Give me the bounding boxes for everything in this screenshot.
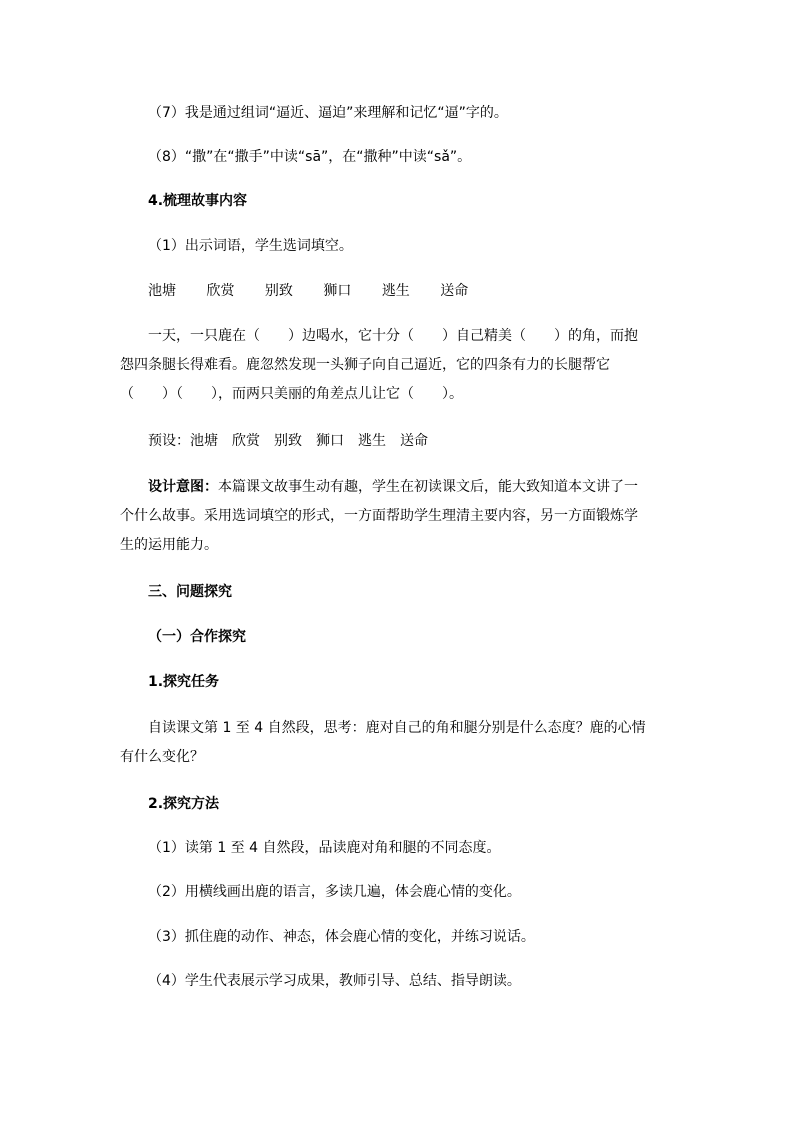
design-intent-label: 设计意图： xyxy=(148,479,218,495)
design-intent-text: 本篇课文故事生动有趣，学生在初读课文后，能大致知道本文讲了一个什么故事。采用选词填空的形式，一方面帮助学生理清主要内容，另一方面锻炼学生的运用能力。 xyxy=(120,479,638,553)
part-3-heading: 三、问题探究 xyxy=(148,584,232,600)
word-bank-item: 送命 xyxy=(440,283,469,299)
word-bank-item: 别致 xyxy=(264,283,293,299)
preset-answers: 预设：池塘 欣赏 别致 狮口 逃生 送命 xyxy=(148,433,428,449)
explore-method-heading: 2.探究方法 xyxy=(148,796,220,812)
word-bank-item: 池塘 xyxy=(148,283,176,299)
section-4-heading: 4.梳理故事内容 xyxy=(148,193,248,209)
task-1-text: （1）出示词语，学生选词填空。 xyxy=(148,238,353,254)
method-item-1: （1）读第 1 至 4 自然段，品读鹿对角和腿的不同态度。 xyxy=(148,840,501,856)
method-item-4: （4）学生代表展示学习成果，教师引导、总结、指导朗读。 xyxy=(148,973,521,989)
subsection-1-heading: （一）合作探究 xyxy=(148,629,246,645)
explore-task-heading: 1.探究任务 xyxy=(148,674,220,690)
method-item-3: （3）抓住鹿的动作、神态，体会鹿心情的变化，并练习说话。 xyxy=(148,929,535,945)
fill-in-paragraph: 一天，一只鹿在（ ）边喝水，它十分（ ）自己精美（ ）的角，而抱怨四条腿长得难看。鹿忽然发现一头狮子向自己逼近，它的四条有力的长腿帮它（ ）（ ），而两只美丽的角差点儿让它（ ）。 xyxy=(120,328,638,402)
explore-task-text: 自读课文第 1 至 4 自然段，思考：鹿对自己的角和腿分别是什么态度？鹿的心情有什么变化？ xyxy=(120,720,646,765)
list-item-7: （7）我是通过组词“逼近、逼迫”来理解和记忆“逼”字的。 xyxy=(148,105,508,121)
design-intent-paragraph xyxy=(120,473,648,560)
word-bank xyxy=(148,282,468,301)
word-bank-item: 欣赏 xyxy=(206,283,235,299)
list-item-8: （8）“撒”在“撒手”中读“sā”，在“撒种”中读“sǎ”。 xyxy=(148,149,472,165)
method-item-2: （2）用横线画出鹿的语言，多读几遍，体会鹿心情的变化。 xyxy=(148,884,521,900)
word-bank-item: 狮口 xyxy=(323,283,352,299)
word-bank-item: 逃生 xyxy=(381,283,410,299)
